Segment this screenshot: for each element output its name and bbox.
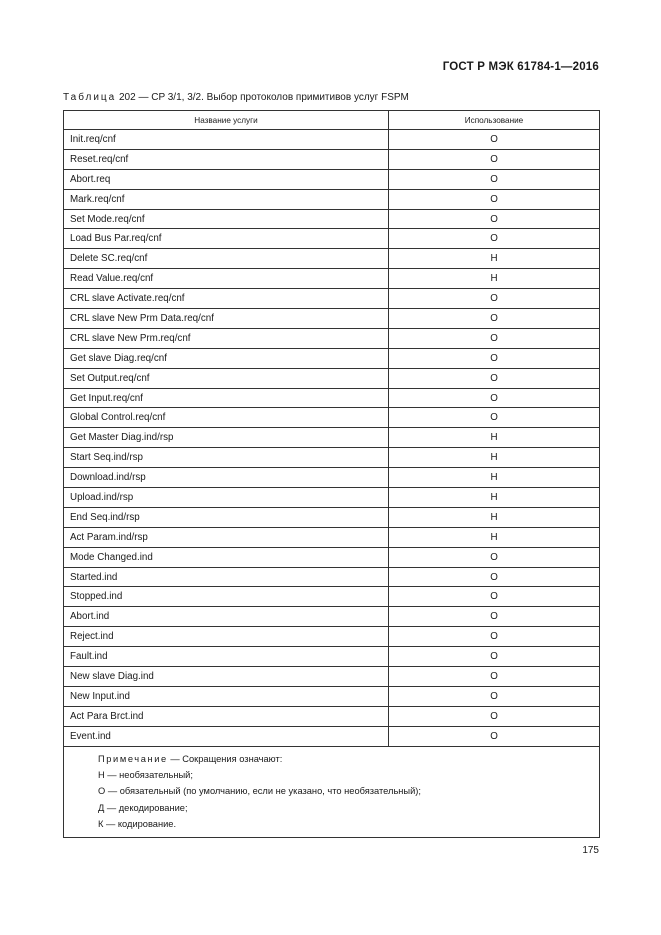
table-row [64,607,600,627]
table-row [64,149,600,169]
usage-cell: H [389,527,600,547]
note-row [64,746,600,837]
usage-cell: H [389,428,600,448]
table-row [64,428,600,448]
usage-cell: O [389,289,600,309]
usage-cell: H [389,269,600,289]
table-row [64,309,600,329]
usage-cell: H [389,507,600,527]
table-row [64,189,600,209]
service-name-cell: Start Seq.ind/rsp [64,448,389,468]
service-name-cell: Fault.ind [64,647,389,667]
service-name-cell: Set Mode.req/cnf [64,209,389,229]
service-name-cell: End Seq.ind/rsp [64,507,389,527]
usage-cell: H [389,249,600,269]
service-name-cell: Act Param.ind/rsp [64,527,389,547]
column-header-usage: Использование [389,111,600,130]
service-name-cell: Get Master Diag.ind/rsp [64,428,389,448]
service-name-cell: Load Bus Par.req/cnf [64,229,389,249]
service-name-cell: Reject.ind [64,627,389,647]
usage-cell: O [389,209,600,229]
service-name-cell: Init.req/cnf [64,130,389,150]
usage-cell: O [389,388,600,408]
note-intro: — Сокращения означают: [170,753,283,764]
service-name-cell: Read Value.req/cnf [64,269,389,289]
service-name-cell: Mode Changed.ind [64,547,389,567]
service-name-cell: Set Output.req/cnf [64,368,389,388]
table-row [64,209,600,229]
usage-cell: O [389,348,600,368]
service-name-cell: New Input.ind [64,686,389,706]
table-row [64,130,600,150]
note-line: К — кодирование. [98,819,177,830]
table-row [64,567,600,587]
table-row [64,408,600,428]
usage-cell: O [389,726,600,746]
usage-cell: O [389,706,600,726]
table-row [64,388,600,408]
table-row [64,667,600,687]
note-line: Н — необязательный; [98,770,193,781]
service-name-cell: Event.ind [64,726,389,746]
table-row [64,587,600,607]
table-row [64,547,600,567]
usage-cell: O [389,169,600,189]
table-row [64,468,600,488]
table-row [64,488,600,508]
table-row [64,686,600,706]
document-standard-header: ГОСТ Р МЭК 61784-1—2016 [442,61,599,73]
service-name-cell: Stopped.ind [64,587,389,607]
service-name-cell: CRL slave New Prm Data.req/cnf [64,309,389,329]
note-title [98,751,593,767]
service-name-cell: Abort.req [64,169,389,189]
services-table [63,110,600,838]
note-label: Примечание [98,753,168,764]
service-name-cell: Get Input.req/cnf [64,388,389,408]
usage-cell: O [389,686,600,706]
table-header-row [64,111,600,130]
table-row [64,507,600,527]
table-row [64,348,600,368]
usage-cell: O [389,627,600,647]
usage-cell: O [389,189,600,209]
usage-cell: O [389,547,600,567]
usage-cell: O [389,647,600,667]
note-line: О — обязательный (по умолчанию, если не указано, что необязательный); [98,786,421,797]
usage-cell: O [389,130,600,150]
table-row [64,448,600,468]
service-name-cell: Global Control.req/cnf [64,408,389,428]
table-row [64,726,600,746]
note-line: Д — декодирование; [98,802,188,813]
table-row [64,229,600,249]
usage-cell: O [389,567,600,587]
service-name-cell: Get slave Diag.req/cnf [64,348,389,368]
table-caption [63,92,409,103]
table-row [64,647,600,667]
table-caption-text: 202 — CP 3/1, 3/2. Выбор протоколов примитивов услуг FSPM [119,92,409,103]
column-header-service: Название услуги [64,111,389,130]
usage-cell: O [389,587,600,607]
table-row [64,289,600,309]
usage-cell: O [389,229,600,249]
table-row [64,627,600,647]
page-number: 175 [582,845,599,856]
service-name-cell: CRL slave New Prm.req/cnf [64,328,389,348]
usage-cell: O [389,408,600,428]
service-name-cell: Act Para Brct.ind [64,706,389,726]
service-name-cell: Upload.ind/rsp [64,488,389,508]
service-name-cell: CRL slave Activate.req/cnf [64,289,389,309]
service-name-cell: Delete SC.req/cnf [64,249,389,269]
note-cell [64,746,600,837]
table-caption-label: Таблица [63,92,117,103]
usage-cell: H [389,468,600,488]
usage-cell: H [389,448,600,468]
table-row [64,527,600,547]
table-row [64,249,600,269]
service-name-cell: Started.ind [64,567,389,587]
service-name-cell: Download.ind/rsp [64,468,389,488]
usage-cell: O [389,667,600,687]
service-name-cell: Abort.ind [64,607,389,627]
usage-cell: O [389,149,600,169]
table-row [64,706,600,726]
table-row [64,169,600,189]
usage-cell: O [389,309,600,329]
usage-cell: H [389,488,600,508]
table-row [64,368,600,388]
service-name-cell: Mark.req/cnf [64,189,389,209]
table-row [64,269,600,289]
service-name-cell: Reset.req/cnf [64,149,389,169]
table-row [64,328,600,348]
usage-cell: O [389,368,600,388]
service-name-cell: New slave Diag.ind [64,667,389,687]
usage-cell: O [389,607,600,627]
usage-cell: O [389,328,600,348]
